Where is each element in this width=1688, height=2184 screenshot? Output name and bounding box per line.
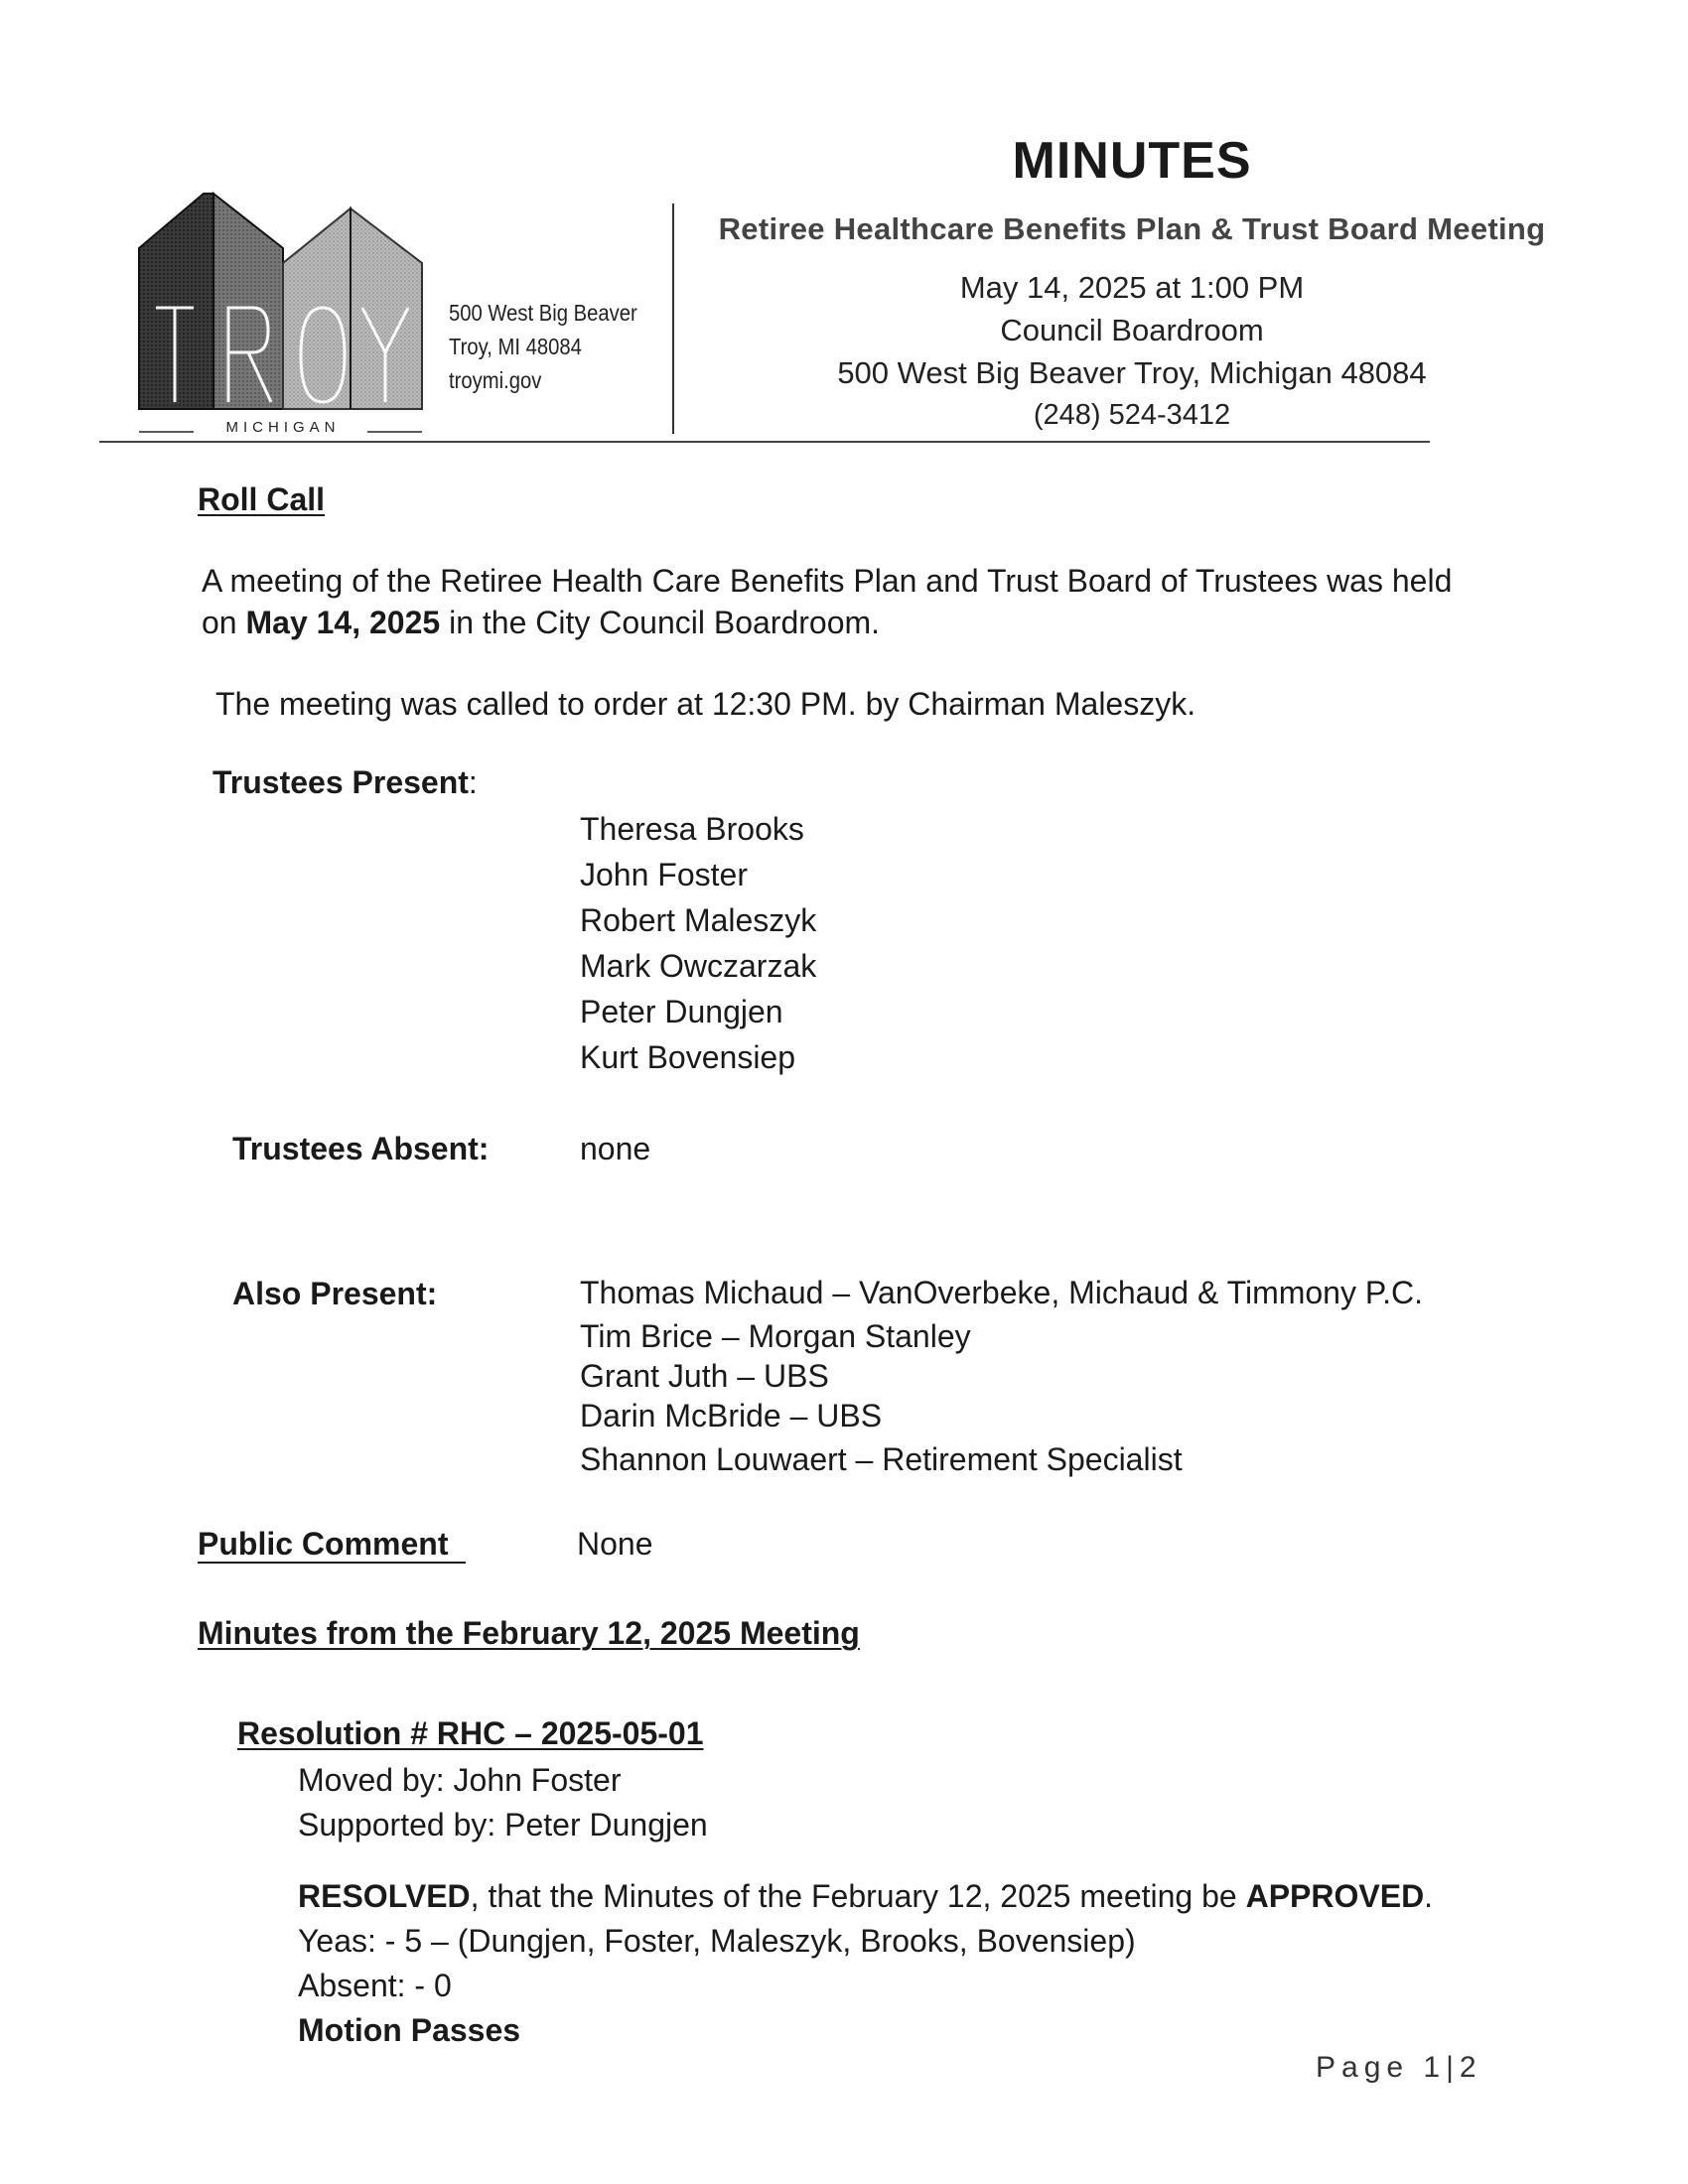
list-item: Robert Maleszyk <box>580 902 817 938</box>
troy-logo-graphic <box>134 189 432 447</box>
list-item: Tim Brice – Morgan Stanley <box>580 1318 971 1354</box>
minutes-heading: Minutes from the February 12, 2025 Meeting <box>198 1615 860 1651</box>
header-divider <box>672 204 674 434</box>
resolution-id: Resolution # RHC – 2025-05-01 <box>237 1715 704 1751</box>
also-present-list <box>580 1271 1423 1481</box>
intro-line: A meeting of the Retiree Health Care Benefits Plan and Trust Board of Trustees was held <box>202 563 1453 599</box>
address-line: Troy, MI 48084 <box>449 334 582 359</box>
meeting-intro <box>202 560 1592 643</box>
meeting-info <box>695 266 1569 437</box>
list-item: Thomas Michaud – VanOverbeke, Michaud & Timmony P.C. <box>580 1275 1423 1310</box>
meeting-name: Retiree Healthcare Benefits Plan & Trust Board Meeting <box>718 211 1546 246</box>
meeting-date: May 14, 2025 <box>245 605 441 640</box>
vote-absent: Absent: - 0 <box>298 1968 452 2003</box>
roll-call-heading: Roll Call <box>198 481 326 517</box>
trustees-absent-label: Trustees Absent: <box>232 1131 490 1166</box>
list-item: Theresa Brooks <box>580 811 804 847</box>
meeting-phone: (248) 524-3412 <box>1033 399 1231 431</box>
public-comment-value: None <box>577 1526 653 1562</box>
meeting-room: Council Boardroom <box>1000 313 1264 347</box>
list-item: Darin McBride – UBS <box>580 1398 883 1433</box>
city-address <box>449 296 637 397</box>
address-line: 500 West Big Beaver <box>449 300 637 326</box>
resolved-word: RESOLVED <box>298 1878 471 1914</box>
logo-sub-text: MICHIGAN <box>225 419 341 436</box>
called-to-order: The meeting was called to order at 12:30 PM. by Chairman Maleszyk. <box>215 686 1196 722</box>
resolved-period: . <box>1424 1878 1434 1914</box>
trustees-absent-value: none <box>580 1131 651 1166</box>
website-text: troymi.gov <box>449 367 542 393</box>
troy-logo <box>134 189 432 447</box>
meeting-datetime: May 14, 2025 at 1:00 PM <box>959 270 1305 305</box>
supported-by: Supported by: Peter Dungjen <box>298 1807 708 1843</box>
page-number: Page 1|2 <box>1316 2051 1482 2084</box>
vote-yeas: Yeas: - 5 – (Dungjen, Foster, Maleszyk, Brooks, Bovensiep) <box>298 1923 1136 1959</box>
public-comment-heading: Public Comment <box>198 1526 466 1564</box>
approved-word: APPROVED <box>1245 1878 1425 1914</box>
resolved-statement <box>298 1874 1433 1919</box>
list-item: John Foster <box>580 857 748 892</box>
intro-post: in the City Council Boardroom. <box>440 605 881 640</box>
resolution-movers <box>298 1758 708 1847</box>
document-title: MINUTES <box>1012 132 1252 190</box>
trustees-present-list <box>580 806 816 1080</box>
present-label-text: Trustees Present <box>212 764 469 800</box>
moved-by: Moved by: John Foster <box>298 1762 622 1798</box>
also-present-label: Also Present: <box>232 1276 438 1311</box>
intro-on: on <box>202 605 246 640</box>
list-item: Shannon Louwaert – Retirement Specialist <box>580 1441 1183 1477</box>
intro-line-2 <box>202 602 1592 643</box>
list-item: Peter Dungjen <box>580 994 783 1029</box>
list-item: Grant Juth – UBS <box>580 1358 829 1394</box>
resolution-body <box>298 1874 1433 2053</box>
trustees-present-label <box>212 764 478 801</box>
present-label-colon: : <box>468 764 478 800</box>
meeting-address: 500 West Big Beaver Troy, Michigan 48084 <box>837 355 1427 390</box>
list-item: Kurt Bovensiep <box>580 1039 796 1075</box>
motion-result: Motion Passes <box>298 2012 521 2048</box>
resolved-text: , that the Minutes of the February 12, 2025 meeting be <box>470 1878 1246 1914</box>
header-rule <box>99 441 1430 443</box>
list-item: Mark Owczarzak <box>580 948 817 984</box>
